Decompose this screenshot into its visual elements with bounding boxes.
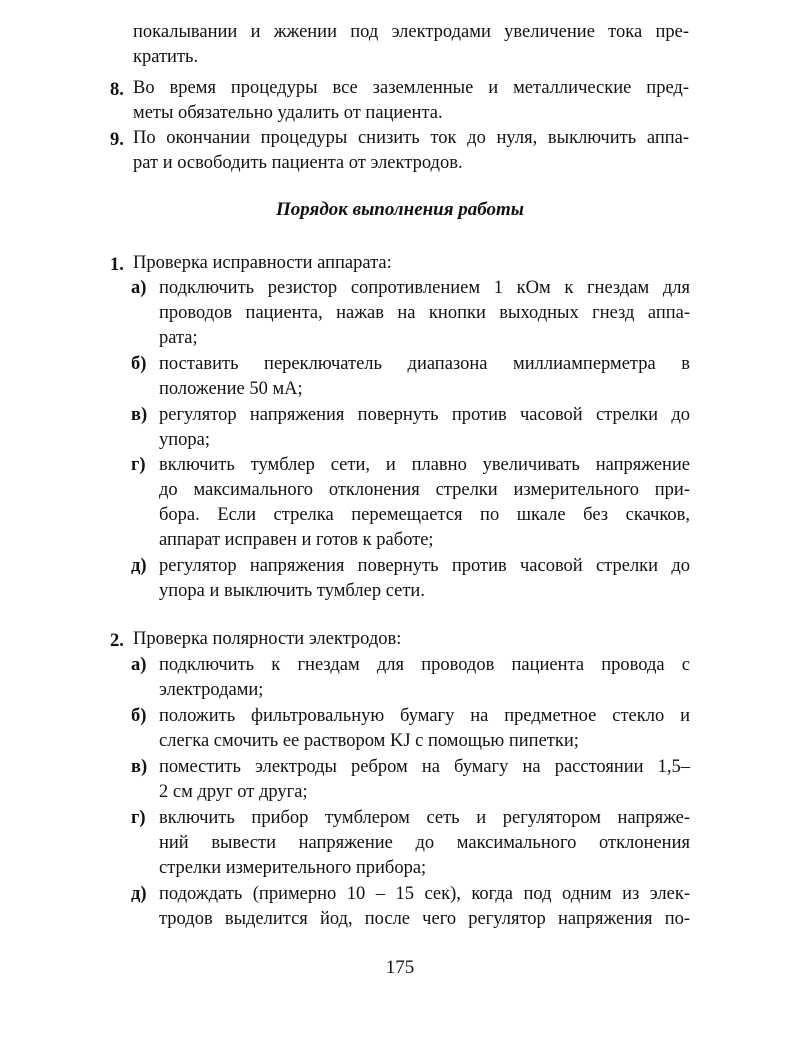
paragraph-line: включить тумблер сети, и плавно увеличивать напряжение [159,455,690,475]
paragraph-line: электродами; [159,680,264,700]
section-heading: Порядок выполнения работы [276,199,524,220]
section-number: 2. [110,631,124,651]
item-label: а) [131,278,147,298]
list-number: 8. [110,80,124,100]
section-title: Проверка полярности электродов: [133,629,402,649]
paragraph-line: 2 см друг от друга; [159,782,308,802]
paragraph-line: проводов пациента, нажав на кнопки выходных гнезд аппа- [159,303,690,323]
item-label: г) [131,808,146,828]
paragraph-line: регулятор напряжения повернуть против часовой стрелки до [159,556,690,576]
paragraph-line: Во время процедуры все заземленные и металлические пред- [133,78,689,98]
paragraph-line: ний вывести напряжение до максимального отклонения [159,833,690,853]
section-title: Проверка исправности аппарата: [133,253,392,273]
paragraph-line: меты обязательно удалить от пациента. [133,103,443,123]
item-label: а) [131,655,147,675]
paragraph-line: подключить резистор сопротивлением 1 кОм к гнездам для [159,278,690,298]
paragraph-line: кратить. [133,47,199,67]
paragraph-line: рата; [159,328,198,348]
paragraph-line: до максимального отклонения стрелки измерительного при- [159,480,690,500]
paragraph-line: аппарат исправен и готов к работе; [159,530,434,550]
item-label: б) [131,354,147,374]
item-label: б) [131,706,147,726]
paragraph-line: поставить переключатель диапазона миллиамперметра в [159,354,690,374]
item-label: д) [131,556,147,576]
paragraph-line: подключить к гнездам для проводов пациента провода с [159,655,690,675]
paragraph-line: регулятор напряжения повернуть против часовой стрелки до [159,405,690,425]
list-number: 9. [110,130,124,150]
paragraph-line: подождать (примерно 10 – 15 сек), когда под одним из элек- [159,884,690,904]
paragraph-line: поместить электроды ребром на бумагу на расстоянии 1,5– [159,757,690,777]
paragraph-line: По окончании процедуры снизить ток до нуля, выключить аппа- [133,128,689,148]
item-label: в) [131,757,148,777]
section-number: 1. [110,255,124,275]
paragraph-line: упора и выключить тумблер сети. [159,581,425,601]
item-label: в) [131,405,148,425]
page-number: 175 [385,957,415,978]
paragraph-line: положить фильтровальную бумагу на предметное стекло и [159,706,690,726]
item-label: г) [131,455,146,475]
paragraph-line: рат и освободить пациента от электродов. [133,153,463,173]
paragraph-line: положение 50 мА; [159,379,303,399]
paragraph-line: упора; [159,430,211,450]
item-label: д) [131,884,147,904]
paragraph-line: тродов выделится йод, после чего регулятор напряжения по- [159,909,690,929]
paragraph-line: бора. Если стрелка перемещается по шкале без скачков, [159,505,690,525]
paragraph-line: покалывании и жжении под электродами увеличение тока пре- [133,22,689,42]
paragraph-line: включить прибор тумблером сеть и регулятором напряже- [159,808,690,828]
paragraph-line: стрелки измерительного прибора; [159,858,427,878]
paragraph-line: слегка смочить ее раствором KJ с помощью пипетки; [159,731,579,751]
